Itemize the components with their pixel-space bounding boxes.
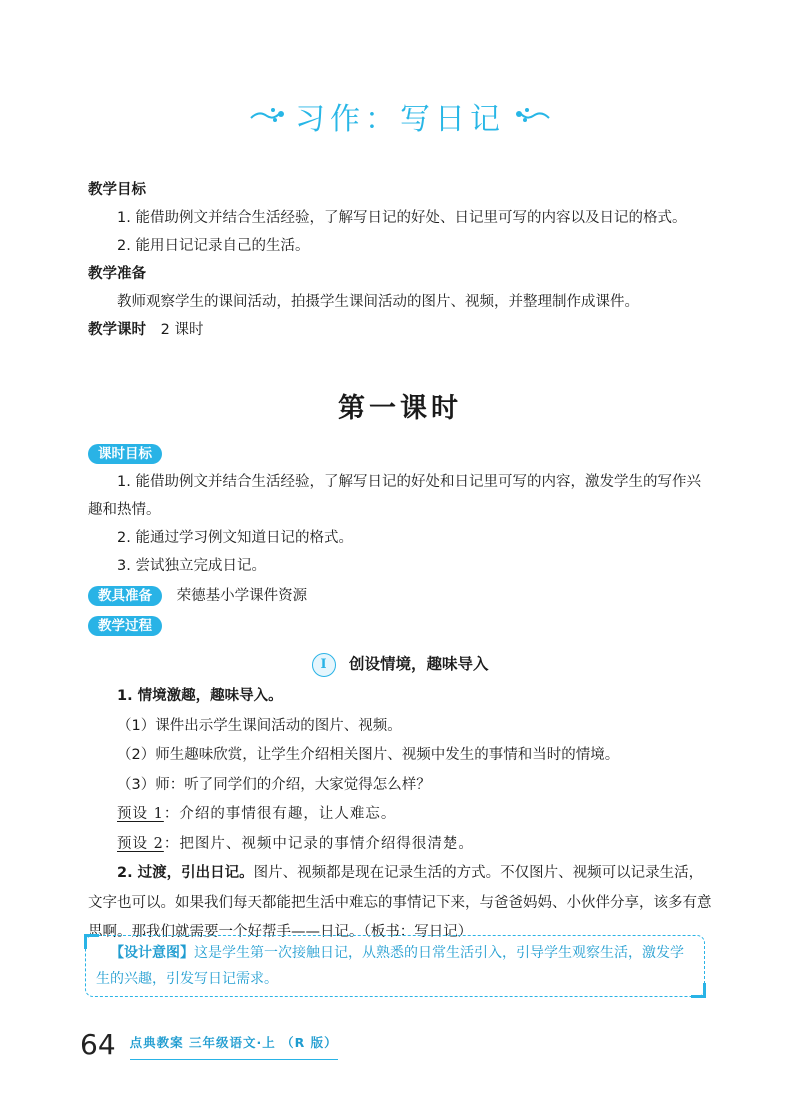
goals-pill: 课时目标 [88,444,162,464]
goal-item-2: 2. 能通过学习例文知道日记的格式。 [117,530,353,546]
corner-decoration-icon [691,983,706,998]
title-bar [0,94,800,138]
footer [80,1030,338,1060]
section-title: 创设情境，趣味导入 [348,655,489,673]
title-text: 习作：写日记 [295,102,505,137]
hours-value: 2 课时 [160,322,204,338]
preset-2-text: ：把图片、视频中记录的事情介绍得很清楚。 [163,835,474,852]
design-intent-box [85,935,705,997]
hours-row [88,316,713,344]
tools-text: 荣德基小学课件资源 [176,588,308,604]
lesson-heading: 第一课时 [338,393,462,424]
objectives-heading: 教学目标 [88,182,146,198]
footer-book-title: 点典教案 三年级语文·上 （R 版） [130,1033,338,1060]
preset-2-label: 预设 2 [117,835,164,852]
objective-item-2: 2. 能用日记记录自己的生活。 [117,238,310,254]
preset-1-label: 预设 1 [117,806,164,822]
process-pill: 教学过程 [88,616,162,636]
preparation-text: 教师观察学生的课间活动，拍摄学生课间活动的图片、视频，并整理制作成课件。 [117,294,639,310]
section-heading [0,652,800,677]
step2-lead: 2. 过渡，引出日记。 [117,865,254,881]
design-intent-label: 【设计意图】 [110,945,194,961]
step1-title: 1. 情境激趣，趣味导入。 [117,688,283,704]
objectives-section [88,176,713,344]
section-body [88,682,713,948]
section-numeral-icon: I [312,653,336,677]
objective-item-1: 1. 能借助例文并结合生活经验，了解写日记的好处、日记里可写的内容以及日记的格式。 [117,210,687,226]
right-flourish-icon [511,106,551,126]
design-intent-text [96,940,694,992]
page-title [249,94,551,138]
tools-pill: 教具准备 [88,586,162,606]
design-intent-body: 这是学生第一次接触日记，从熟悉的日常生活引入，引导学生观察生活，激发学生的兴趣，引发写日记需求。 [96,945,684,987]
preset-1 [88,800,713,830]
left-flourish-icon [249,106,289,126]
goal-item-3: 3. 尝试独立完成日记。 [117,558,266,574]
page-number: 64 [80,1028,116,1061]
preset-2 [88,830,713,860]
goal-item-1: 1. 能借助例文并结合生活经验，了解写日记的好处和日记里可写的内容，激发学生的写作兴趣和热情。 [88,474,701,518]
corner-decoration-icon [84,934,99,949]
lesson-goals-section [88,440,713,640]
tools-row [88,582,713,610]
hours-heading: 教学课时 [88,322,146,338]
preset-1-text: ：介绍的事情很有趣，让人难忘。 [163,806,397,822]
step2-text: 图片、视频都是现在记录生活的方式。不仅图片、视频可以记录生活，文字也可以。如果我们每天都能把生活中难忘的事情记下来，与爸爸妈妈、小伙伴分享，该多有意思啊。那我们就需要一个好帮手——日记。（板书：写日记） [88,865,712,940]
step1-item-3: （3）师：听了同学们的介绍，大家觉得怎么样？ [117,776,431,793]
step1-item-1: （1）课件出示学生课间活动的图片、视频。 [117,717,402,734]
preparation-heading: 教学准备 [88,266,146,282]
step1-item-2: （2）师生趣味欣赏，让学生介绍相关图片、视频中发生的事情和当时的情境。 [117,747,620,763]
